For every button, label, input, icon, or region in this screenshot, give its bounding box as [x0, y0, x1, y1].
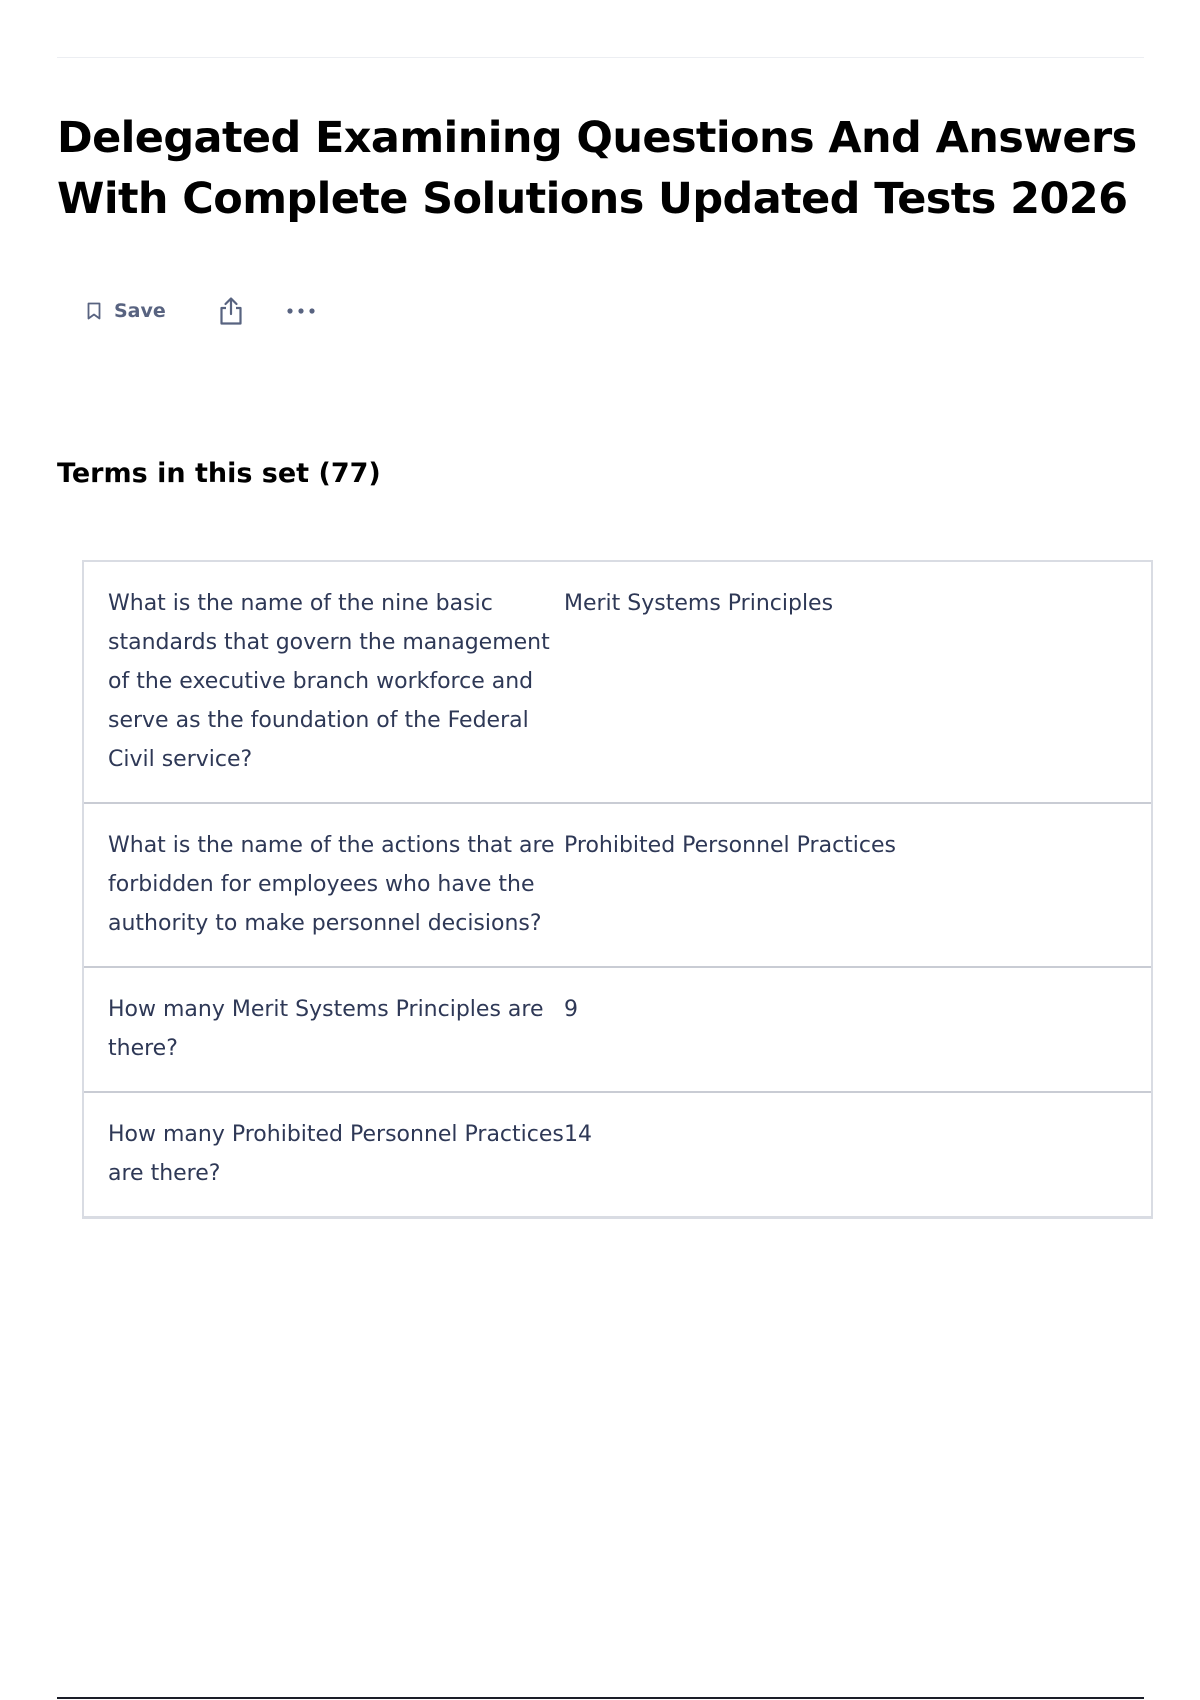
term-answer: 9 [564, 997, 578, 1022]
term-answer: Merit Systems Principles [564, 591, 834, 616]
term-row [84, 804, 1151, 968]
term-row [84, 1093, 1151, 1218]
bookmark-icon [86, 302, 102, 320]
term-question: How many Prohibited Personnel Practices are there? [108, 1122, 564, 1186]
term-answer: Prohibited Personnel Practices [564, 833, 896, 858]
term-row [84, 562, 1151, 804]
term-row [84, 968, 1151, 1093]
terms-list [82, 560, 1153, 1219]
action-bar [72, 290, 322, 332]
term-question: How many Merit Systems Principles are there? [108, 997, 544, 1061]
more-options-button[interactable] [280, 290, 322, 332]
save-label: Save [114, 300, 166, 322]
term-answer: 14 [564, 1122, 592, 1147]
share-icon [218, 296, 244, 326]
save-button[interactable] [72, 290, 180, 332]
page-title: Delegated Examining Questions And Answers With Complete Solutions Updated Tests 2026 [57, 113, 1137, 224]
bottom-divider [57, 1697, 1144, 1699]
term-question: What is the name of the actions that are forbidden for employees who have the authority to make personnel decisions? [108, 833, 555, 936]
terms-heading: Terms in this set (77) [57, 458, 381, 489]
more-horizontal-icon [286, 307, 316, 315]
top-divider [57, 57, 1144, 58]
term-question: What is the name of the nine basic standards that govern the management of the executive branch workforce and serve as the foundation of the Federal Civil service? [108, 591, 550, 772]
share-button[interactable] [210, 290, 252, 332]
